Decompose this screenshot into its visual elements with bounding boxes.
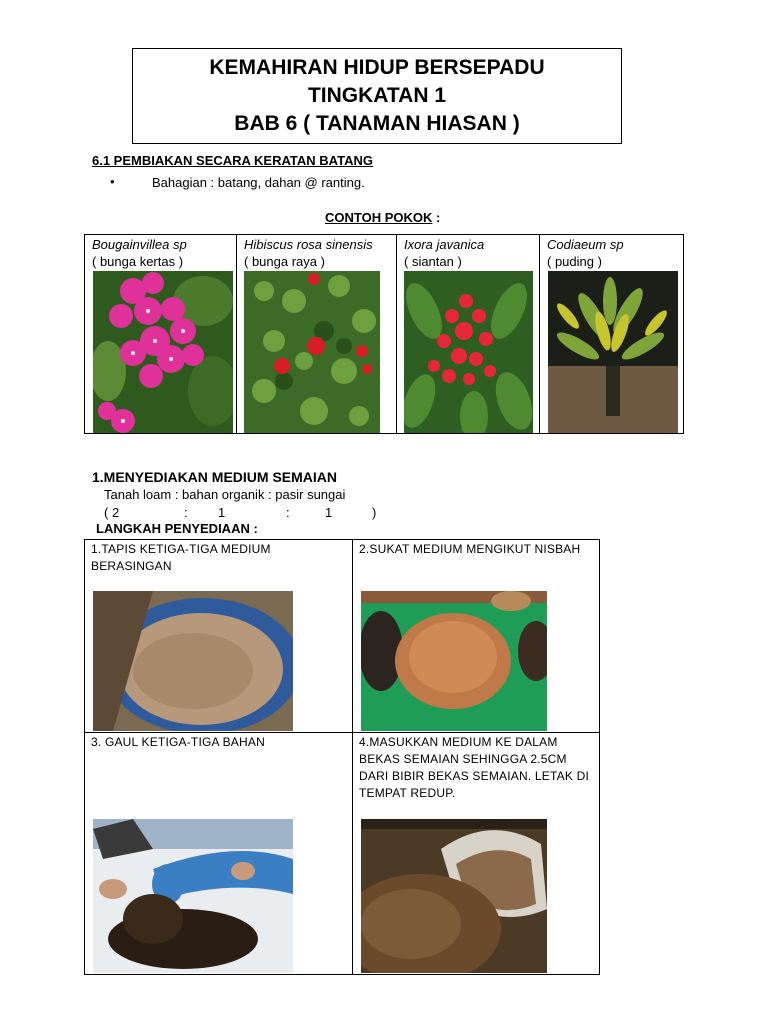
plant-name: Ixora javanica <box>404 237 485 252</box>
title-line-1: KEMAHIRAN HIDUP BERSEPADU <box>209 56 545 79</box>
plant-name: Hibiscus rosa sinensis <box>244 237 373 252</box>
examples-heading-text: CONTOH POKOK <box>325 210 433 225</box>
section-heading: 6.1 PEMBIAKAN SECARA KERATAN BATANG <box>92 153 373 168</box>
plant-cell-bougainvillea <box>85 235 237 433</box>
step-cell-4 <box>353 733 599 974</box>
plant-local-name: ( puding ) <box>547 254 602 269</box>
step-cell-1 <box>85 540 353 733</box>
title-line-2: TINGKATAN 1 <box>307 84 447 107</box>
ratio-third: 1 <box>325 505 333 520</box>
bullet-text: Bahagian : batang, dahan @ ranting. <box>152 175 365 190</box>
ratio-first: ( 2 <box>104 505 120 520</box>
hibiscus-photo <box>244 271 380 433</box>
measured-media-photo <box>361 591 547 731</box>
step-text: 3. GAUL KETIGA-TIGA BAHAN <box>91 735 265 749</box>
medium-heading: 1.MENYEDIAKAN MEDIUM SEMAIAN <box>92 469 338 485</box>
step-text: 1.TAPIS KETIGA-TIGA MEDIUM BERASINGAN <box>91 542 271 573</box>
plant-name: Codiaeum sp <box>547 237 624 252</box>
mixing-photo <box>93 819 293 973</box>
plant-examples-table <box>84 234 684 434</box>
steps-heading: LANGKAH PENYEDIAAN : <box>96 521 258 536</box>
step-text: 4.MASUKKAN MEDIUM KE DALAM BEKAS SEMAIAN SEHINGGA 2.5CM DARI BIBIR BEKAS SEMAIAN. LETAK DI TEMPAT REDUP. <box>359 735 589 800</box>
examples-heading <box>325 210 440 225</box>
ratio-separator: : <box>184 505 188 520</box>
plant-cell-ixora <box>397 235 540 433</box>
ratio-separator: : <box>286 505 290 520</box>
steps-table <box>84 539 600 975</box>
step-cell-3 <box>85 733 353 974</box>
step-cell-2 <box>353 540 599 733</box>
plant-name: Bougainvillea sp <box>92 237 187 252</box>
sieving-photo <box>93 591 293 731</box>
examples-heading-colon: : <box>432 210 441 225</box>
plant-local-name: ( bunga kertas ) <box>92 254 184 269</box>
filled-container-photo <box>361 819 547 973</box>
bougainvillea-photo <box>93 271 233 433</box>
plant-local-name: ( bunga raya ) <box>244 254 325 269</box>
ratio-second: 1 <box>218 505 226 520</box>
plant-local-name: ( siantan ) <box>404 254 462 269</box>
ixora-photo <box>404 271 533 433</box>
bullet-icon: • <box>110 174 115 189</box>
title-box <box>132 48 622 144</box>
plant-cell-croton <box>540 235 683 433</box>
plant-cell-hibiscus <box>237 235 397 433</box>
step-text: 2.SUKAT MEDIUM MENGIKUT NISBAH <box>359 542 581 556</box>
ratio-close: ) <box>372 505 377 520</box>
croton-photo <box>548 271 678 433</box>
title-line-3: BAB 6 ( TANAMAN HIASAN ) <box>234 112 520 135</box>
ratio-description: Tanah loam : bahan organik : pasir sungai <box>104 487 346 502</box>
